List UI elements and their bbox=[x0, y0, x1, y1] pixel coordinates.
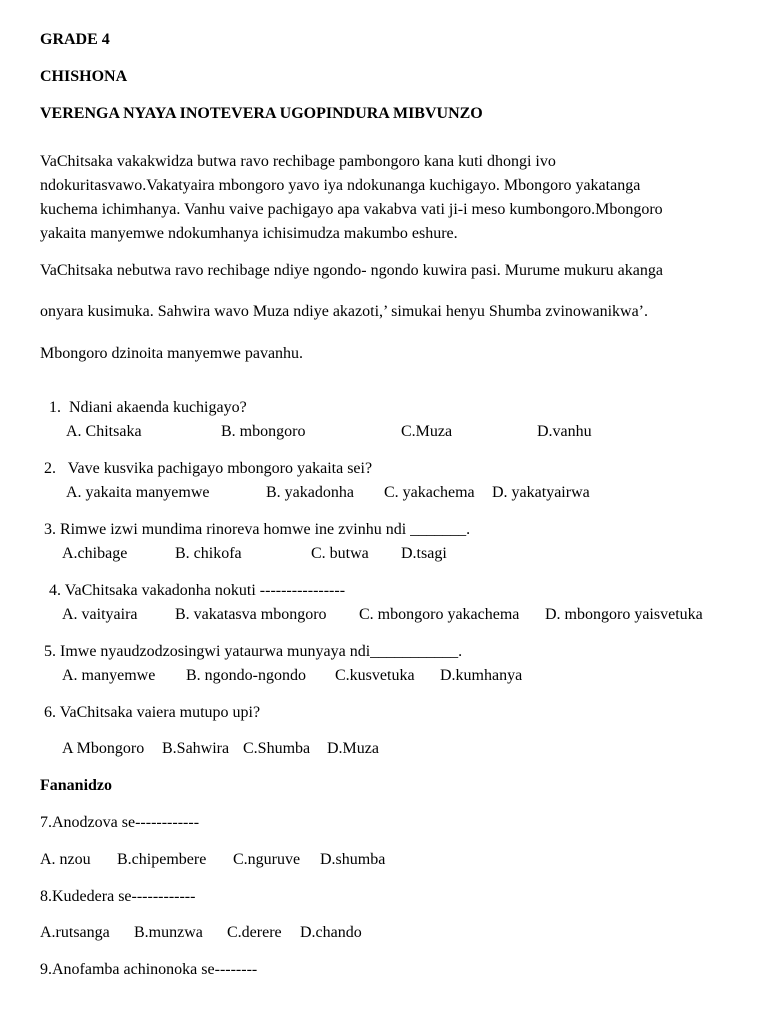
instruction-heading: VERENGA NYAYA INOTEVERA UGOPINDURA MIBVUNZO bbox=[40, 105, 483, 122]
option-2c: C. yakachema bbox=[384, 484, 475, 501]
option-8a: A.rutsanga bbox=[40, 924, 110, 941]
passage-line: kuchema ichimhanya. Vanhu vaive pachigayo apa vakabva vati ji-i meso kumbongoro.Mbongoro bbox=[40, 201, 663, 218]
option-8b: B.munzwa bbox=[134, 924, 203, 941]
question-8: 8.Kudedera se------------ bbox=[40, 888, 196, 905]
passage-line: ndokuritasvawo.Vakatyaira mbongoro yavo iya ndokunanga kuchigayo. Mbongoro yakatanga bbox=[40, 177, 641, 194]
passage-line: onyara kusimuka. Sahwira wavo Muza ndiye akazoti,’ simukai henyu Shumba zvinowanikwa’. bbox=[40, 303, 648, 320]
option-8d: D.chando bbox=[300, 924, 362, 941]
option-6d: D.Muza bbox=[327, 740, 379, 757]
option-2a: A. yakaita manyemwe bbox=[66, 484, 210, 501]
question-1: 1. Ndiani akaenda kuchigayo? bbox=[49, 399, 247, 416]
passage-line: VaChitsaka vakakwidza butwa ravo rechibage pambongoro kana kuti dhongi ivo bbox=[40, 153, 556, 170]
passage-line: Mbongoro dzinoita manyemwe pavanhu. bbox=[40, 345, 304, 362]
option-7d: D.shumba bbox=[320, 851, 386, 868]
option-6b: B.Sahwira bbox=[162, 740, 230, 757]
option-5a: A. manyemwe bbox=[62, 667, 156, 684]
option-2d: D. yakatyairwa bbox=[492, 484, 590, 501]
question-4: 4. VaChitsaka vakadonha nokuti ---------------- bbox=[49, 582, 346, 599]
passage-line: VaChitsaka nebutwa ravo rechibage ndiye ngondo- ngondo kuwira pasi. Murume mukuru akanga bbox=[40, 262, 663, 279]
option-1c: C.Muza bbox=[401, 423, 453, 440]
option-7a: A. nzou bbox=[40, 851, 91, 868]
option-5b: B. ngondo-ngondo bbox=[186, 667, 306, 684]
option-3a: A.chibage bbox=[62, 545, 128, 562]
question-3: 3. Rimwe izwi mundima rinoreva homwe ine zvinhu ndi _______. bbox=[44, 521, 471, 538]
question-9: 9.Anofamba achinonoka se-------- bbox=[40, 961, 258, 978]
option-6c: C.Shumba bbox=[243, 740, 311, 757]
option-3d: D.tsagi bbox=[401, 545, 447, 562]
question-2: 2. Vave kusvika pachigayo mbongoro yakaita sei? bbox=[44, 460, 373, 477]
option-2b: B. yakadonha bbox=[266, 484, 354, 501]
passage-line: yakaita manyemwe ndokumhanya ichisimudza makumbo eshure. bbox=[40, 225, 458, 242]
option-5c: C.kusvetuka bbox=[335, 667, 415, 684]
option-1a: A. Chitsaka bbox=[66, 423, 142, 440]
option-6a: A Mbongoro bbox=[62, 740, 145, 757]
section-title-fananidzo: Fananidzo bbox=[40, 777, 113, 794]
question-6: 6. VaChitsaka vaiera mutupo upi? bbox=[44, 704, 261, 721]
option-3c: C. butwa bbox=[311, 545, 369, 562]
subject-heading: CHISHONA bbox=[40, 68, 128, 85]
option-5d: D.kumhanya bbox=[440, 667, 523, 684]
option-8c: C.derere bbox=[227, 924, 282, 941]
question-5: 5. Imwe nyaudzodzosingwi yataurwa munyaya ndi___________. bbox=[44, 643, 463, 660]
option-1b: B. mbongoro bbox=[221, 423, 306, 440]
option-7b: B.chipembere bbox=[117, 851, 207, 868]
option-7c: C.nguruve bbox=[233, 851, 301, 868]
option-1d: D.vanhu bbox=[537, 423, 592, 440]
question-7: 7.Anodzova se------------ bbox=[40, 814, 200, 831]
option-4c: C. mbongoro yakachema bbox=[359, 606, 520, 623]
option-4b: B. vakatasva mbongoro bbox=[175, 606, 327, 623]
option-4d: D. mbongoro yaisvetuka bbox=[545, 606, 703, 623]
option-4a: A. vaityaira bbox=[62, 606, 138, 623]
grade-heading: GRADE 4 bbox=[40, 31, 110, 48]
option-3b: B. chikofa bbox=[175, 545, 242, 562]
